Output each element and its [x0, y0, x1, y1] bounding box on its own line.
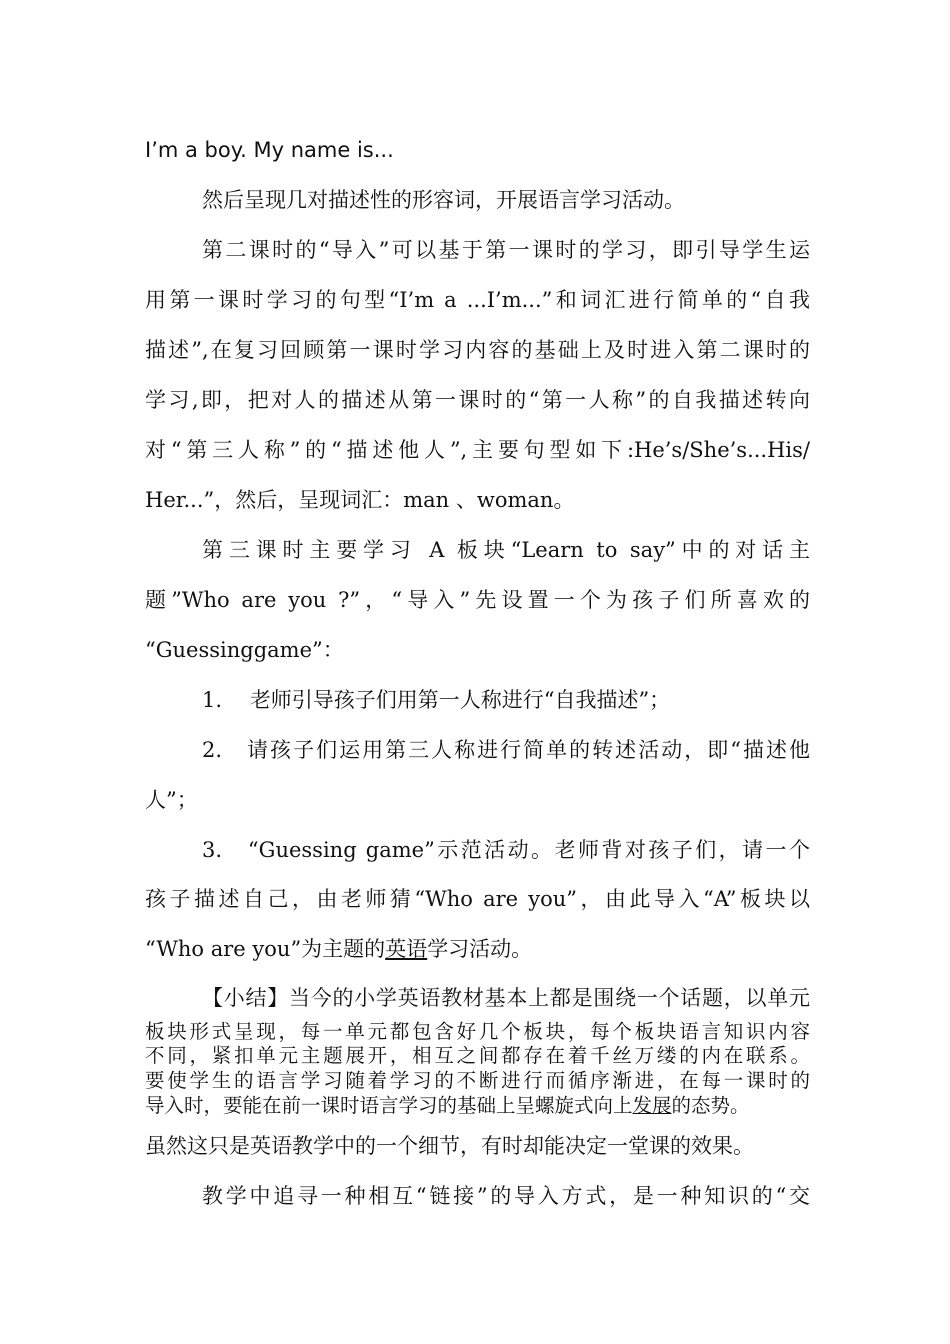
paragraph-line: 对“第三人称”的“描述他人”,主要句型如下:He’s/She’s...His/	[145, 438, 810, 462]
list-item: 3. “Guessing game”示范活动。老师背对孩子们，请一个	[202, 838, 810, 862]
list-item: 2. 请孩子们运用第三人称进行简单的转述活动，即“描述他	[202, 738, 810, 762]
text-span: “Who are you”为主题的	[145, 937, 386, 961]
summary-line	[145, 1094, 825, 1118]
paragraph-line: 用第一课时学习的句型“I’m a ...I’m...”和词汇进行简单的“自我	[145, 288, 810, 312]
text-span: 学习活动。	[427, 937, 533, 961]
paragraph-line: 题”Who are you ?”，“导入”先设置一个为孩子们所喜欢的	[145, 588, 810, 612]
summary-line: 虽然这只是英语教学中的一个细节，有时却能决定一堂课的效果。	[145, 1134, 754, 1158]
paragraph-line: “Guessinggame”：	[145, 638, 344, 662]
paragraph-line: I’m a boy. My name is...	[145, 138, 394, 162]
paragraph-line: 学习,即，把对人的描述从第一课时的“第一人称”的自我描述转向	[145, 388, 810, 412]
link-development[interactable]: 发展	[632, 1094, 672, 1117]
paragraph-line: Her...”，然后，呈现词汇：man 、woman。	[145, 488, 575, 512]
text-span: 的态势。	[671, 1094, 750, 1117]
paragraph-line: 孩子描述自己，由老师猜“Who are you”，由此导入“A”板块以	[145, 887, 810, 911]
summary-line: 【小结】当今的小学英语教材基本上都是围绕一个话题，以单元	[202, 986, 810, 1010]
summary-line: 要使学生的语言学习随着学习的不断进行而循序渐进，在每一课时的	[145, 1069, 810, 1092]
paragraph-line: 人”；	[145, 788, 198, 812]
paragraph-line	[145, 936, 810, 962]
paragraph-line: 第二课时的“导入”可以基于第一课时的学习，即引导学生运	[202, 238, 810, 262]
text-span: 导入时，要能在前一课时语言学习的基础上呈螺旋式向上	[145, 1094, 633, 1117]
link-english[interactable]: 英语	[385, 937, 428, 961]
summary-line: 板块形式呈现，每一单元都包含好几个板块，每个板块语言知识内容	[145, 1020, 810, 1043]
paragraph-line: 描述”,在复习回顾第一课时学习内容的基础上及时进入第二课时的	[145, 338, 810, 362]
list-item: 1. 老师引导孩子们用第一人称进行“自我描述”；	[202, 688, 671, 712]
paragraph-line: 然后呈现几对描述性的形容词，开展语言学习活动。	[202, 188, 685, 212]
paragraph-line: 教学中追寻一种相互“链接”的导入方式，是一种知识的“交	[202, 1184, 810, 1208]
paragraph-line: 第三课时主要学习 A 板块“Learn to say”中的对话主	[202, 538, 810, 562]
summary-line: 不同，紧扣单元主题展开，相互之间都存在着千丝万缕的内在联系。	[145, 1044, 810, 1067]
